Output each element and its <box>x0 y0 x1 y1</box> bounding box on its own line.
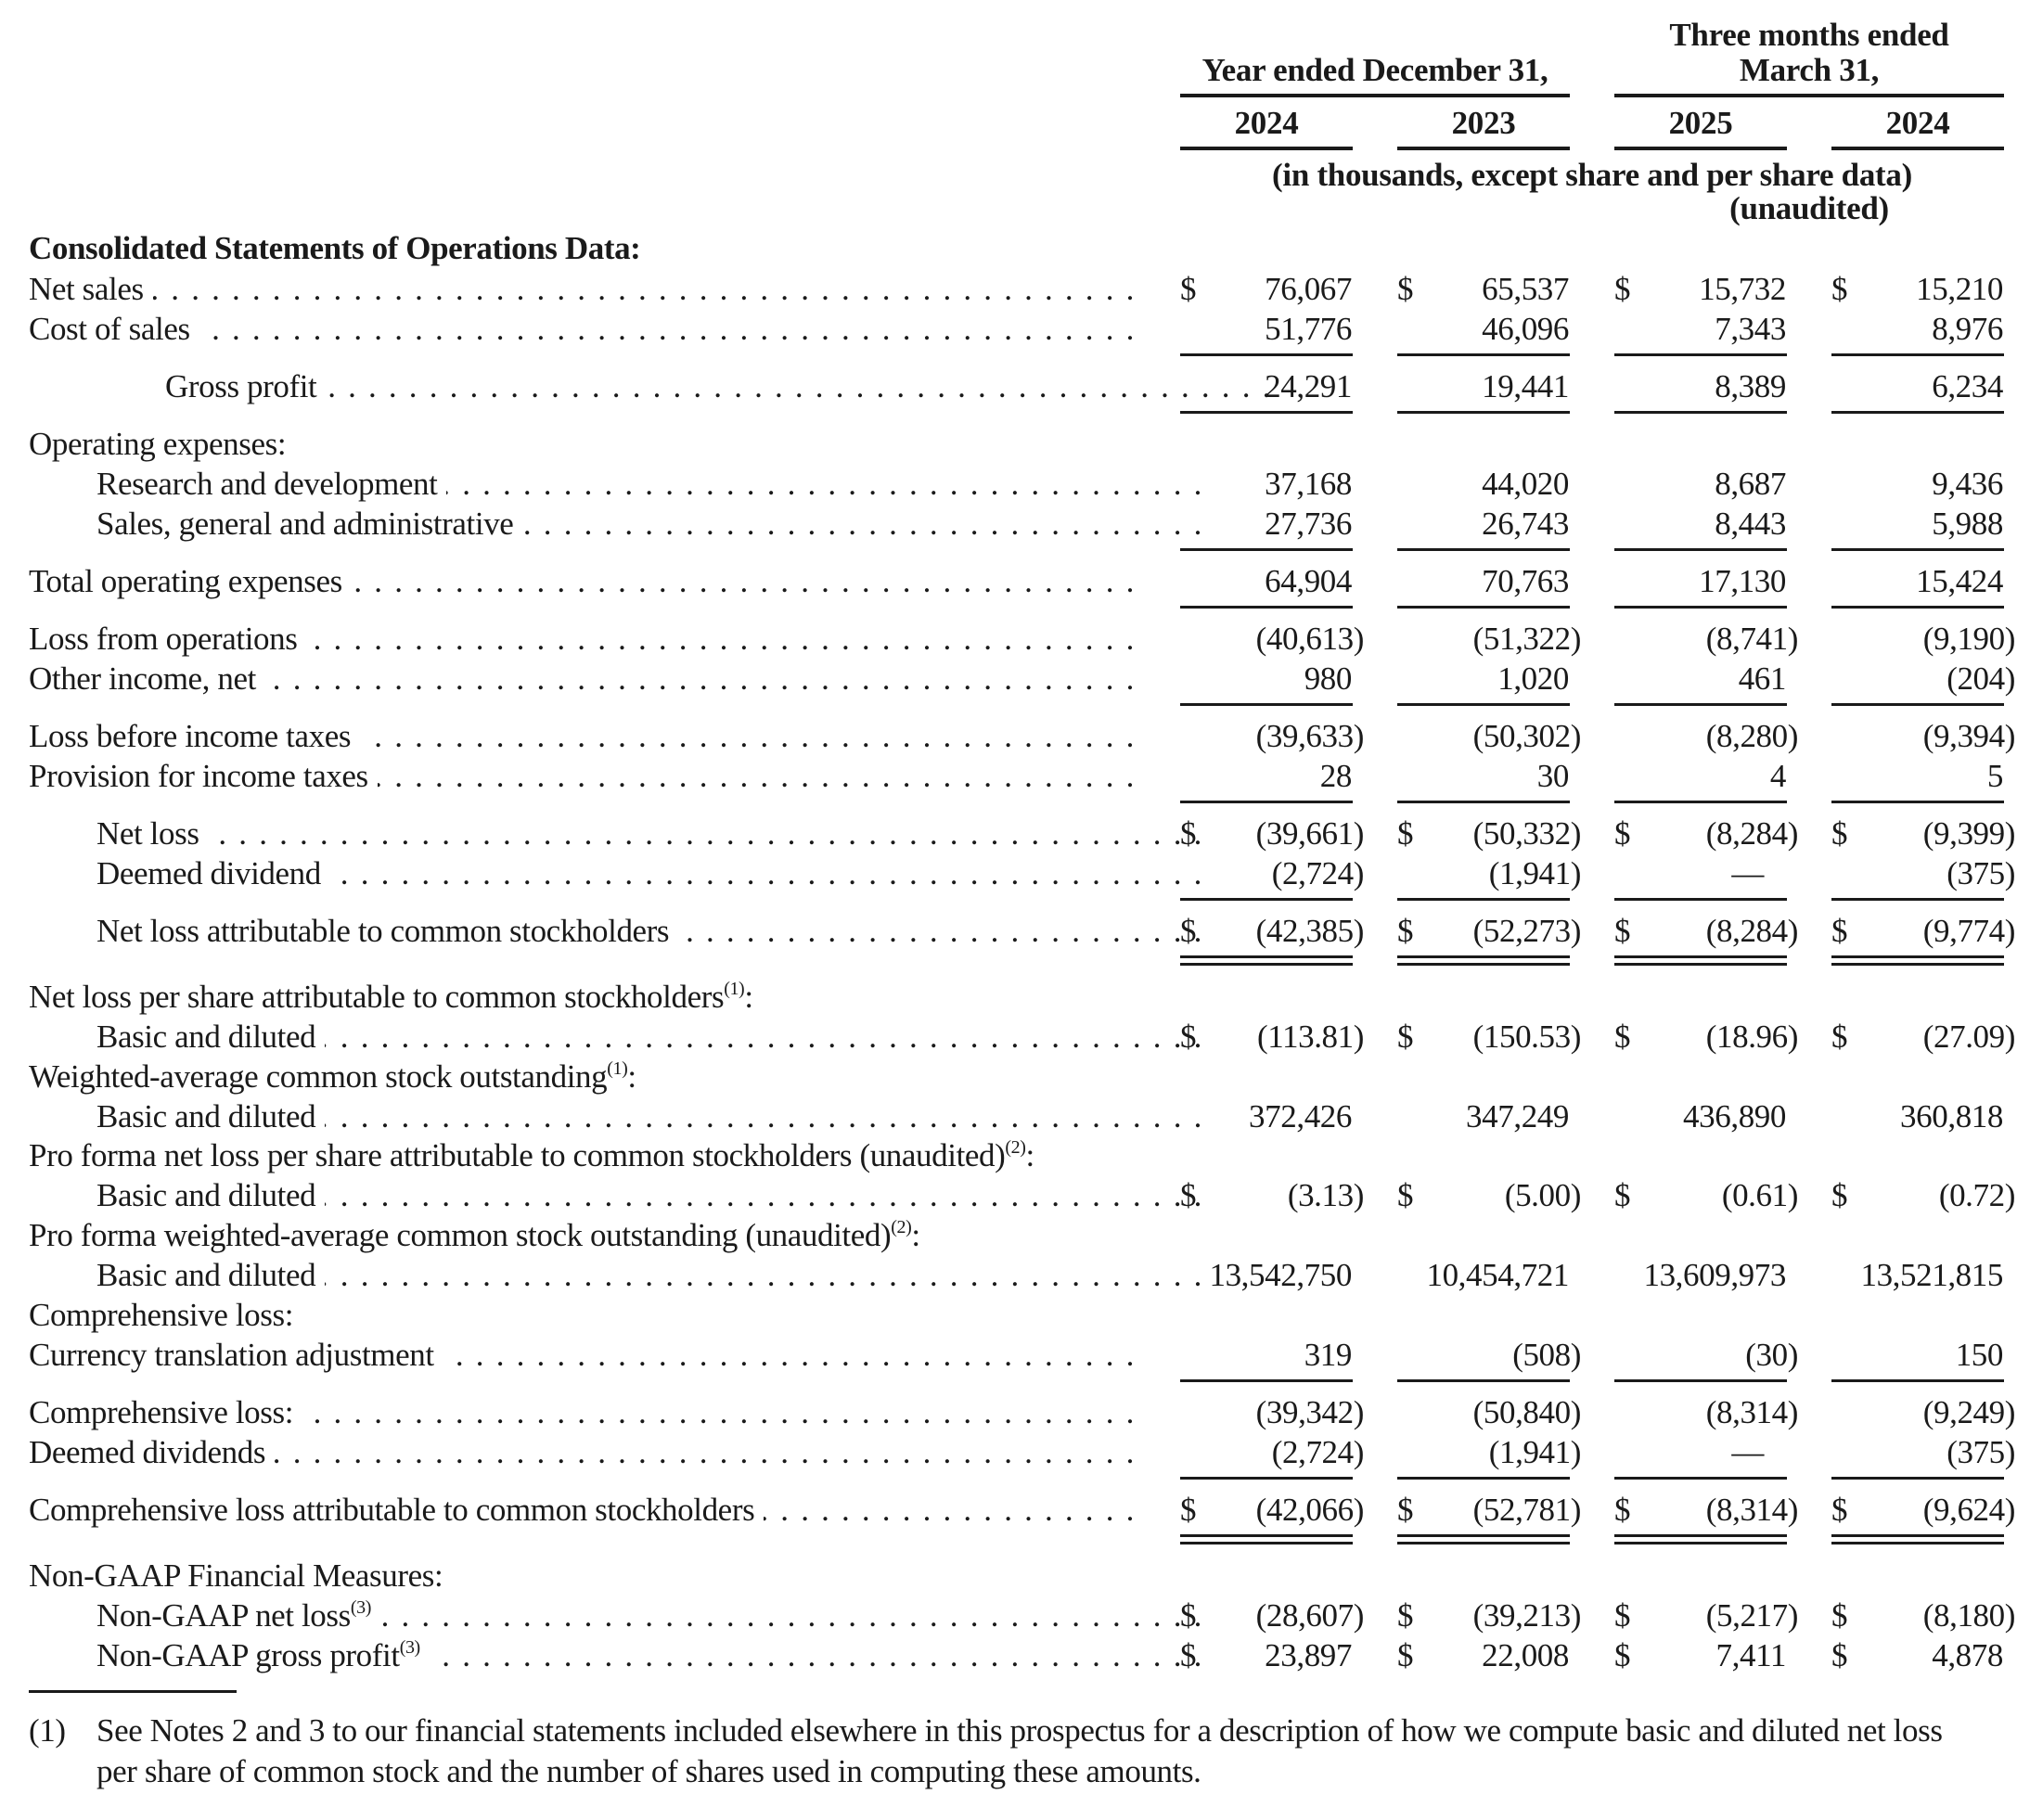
row-label-text: Weighted-average common stock outstanding$^{(1)}$: <box>29 1058 644 1095</box>
double-underline-bottom <box>1831 1542 2004 1544</box>
cell-value: 4,878 <box>1932 1637 2003 1673</box>
cell-value: 13,521,815 <box>1860 1257 2003 1293</box>
currency-symbol: $ <box>1397 815 1414 852</box>
cell-value: 24,291 <box>1265 368 1352 404</box>
footnote-rule <box>29 1690 237 1693</box>
cell-value: (39,633) <box>1255 718 1364 754</box>
footnote-text: See Notes 2 and 3 to our financial statements included elsewhere in this prospectus for a description of how we compute basic and diluted net loss per share of common stock and the number of shares used in computing these amounts. <box>96 1712 1943 1789</box>
subtotal-underline <box>1614 548 1787 551</box>
cell-value: (0.72) <box>1938 1177 2015 1213</box>
cell-value: 70,763 <box>1482 563 1569 599</box>
cell-value: 372,426 <box>1249 1098 1352 1134</box>
row-label <box>96 504 1206 545</box>
table-row <box>0 561 2030 602</box>
subtotal-underline <box>1180 898 1353 901</box>
row-label-text: Basic and diluted <box>96 1019 325 1055</box>
cell-value: 23,897 <box>1265 1637 1352 1673</box>
cell-value: (50,302) <box>1472 718 1581 754</box>
cell-value: (8,180) <box>1922 1597 2015 1634</box>
cell-value: 46,096 <box>1482 311 1569 347</box>
section-title: Consolidated Statements of Operations Data: <box>29 228 1142 269</box>
cell-value: 10,454,721 <box>1426 1257 1569 1293</box>
cell-value: 461 <box>1738 660 1786 697</box>
double-underline-bottom <box>1180 963 1353 966</box>
table-row <box>0 424 2030 465</box>
row-label <box>29 1432 1138 1473</box>
col-header-2025-quarter: 2025 <box>1668 105 1733 141</box>
subtotal-underline <box>1831 606 2004 609</box>
row-label <box>29 1135 1142 1176</box>
double-underline-bottom <box>1614 963 1787 966</box>
row-label-text: Basic and diluted <box>96 1177 325 1213</box>
row-label-text: Non-GAAP Financial Measures: <box>29 1557 450 1594</box>
table-row <box>0 1175 2030 1216</box>
cell-value: — <box>1731 1434 1764 1470</box>
subtotal-underline <box>1614 606 1787 609</box>
cell-value: (8,284) <box>1705 913 1798 949</box>
footnote-reference: (3) <box>399 1637 420 1658</box>
currency-symbol: $ <box>1180 271 1197 307</box>
cell-value: 65,537 <box>1482 271 1569 307</box>
table-row <box>0 269 2030 310</box>
row-label <box>96 1017 1206 1057</box>
double-underline-top <box>1831 1534 2004 1537</box>
row-label-text: Pro forma weighted-average common stock outstanding (unaudited)$^{(2)}$: <box>29 1217 928 1253</box>
row-label <box>29 977 1142 1018</box>
cell-value: (9,624) <box>1922 1492 2015 1528</box>
currency-symbol: $ <box>1180 1492 1197 1528</box>
col-rule-0 <box>1180 147 1353 150</box>
double-underline-top <box>1831 955 2004 958</box>
row-label <box>29 561 1138 602</box>
table-row <box>0 756 2030 797</box>
cell-value: (8,741) <box>1705 621 1798 657</box>
row-label-text: Provision for income taxes <box>29 758 378 794</box>
label-suffix: : <box>1025 1137 1034 1173</box>
cell-value: 17,130 <box>1699 563 1786 599</box>
footnote-mark: (1) <box>29 1712 66 1749</box>
subtotal-underline <box>1831 898 2004 901</box>
currency-symbol: $ <box>1614 1177 1631 1213</box>
row-label-text: Deemed dividend <box>96 855 330 891</box>
table-row <box>0 1255 2030 1296</box>
cell-value: (5.00) <box>1504 1177 1581 1213</box>
table-row <box>0 911 2030 952</box>
col-rule-3 <box>1831 147 2004 150</box>
cell-value: (30) <box>1745 1337 1798 1373</box>
cell-value: 150 <box>1955 1337 2003 1373</box>
subtotal-underline <box>1831 411 2004 414</box>
cell-value: (8,280) <box>1705 718 1798 754</box>
table-row <box>0 853 2030 894</box>
cell-value: (52,273) <box>1472 913 1581 949</box>
cell-value: 980 <box>1304 660 1352 697</box>
double-underline-top <box>1397 1534 1570 1537</box>
cell-value: (9,774) <box>1922 913 2015 949</box>
row-label <box>29 756 1138 797</box>
row-label-text: Loss from operations <box>29 621 306 657</box>
cell-value: (1,941) <box>1488 855 1581 891</box>
subtotal-underline <box>1614 801 1787 803</box>
row-label-text: Comprehensive loss attributable to common stockholders <box>29 1492 764 1528</box>
table-row <box>0 1432 2030 1473</box>
row-label-text: Currency translation adjustment <box>29 1337 443 1373</box>
row-label-text: Basic and diluted <box>96 1257 325 1293</box>
col-rule-2 <box>1614 147 1787 150</box>
cell-value: (9,190) <box>1922 621 2015 657</box>
footnote-reference: (3) <box>350 1597 371 1618</box>
cell-value: 5,988 <box>1932 506 2003 542</box>
currency-symbol: $ <box>1180 1177 1197 1213</box>
cell-value: (5,217) <box>1705 1597 1798 1634</box>
double-underline-bottom <box>1397 1542 1570 1544</box>
table-row <box>0 1596 2030 1636</box>
currency-symbol: $ <box>1831 1177 1848 1213</box>
row-label-text: Pro forma net loss per share attributable to common stockholders (unaudited)$^{(2)}$: <box>29 1137 1042 1173</box>
row-label <box>165 366 1275 407</box>
cell-value: 44,020 <box>1482 466 1569 502</box>
currency-symbol: $ <box>1397 1177 1414 1213</box>
currency-symbol: $ <box>1614 1492 1631 1528</box>
col-header-2024-annual: 2024 <box>1234 105 1299 141</box>
cell-value: 27,736 <box>1265 506 1352 542</box>
subtotal-underline <box>1397 801 1570 803</box>
row-label <box>29 716 1138 757</box>
cell-value: (52,781) <box>1472 1492 1581 1528</box>
subtotal-underline <box>1831 548 2004 551</box>
cell-value: (39,661) <box>1255 815 1364 852</box>
cell-value: 8,443 <box>1715 506 1786 542</box>
table-row <box>0 1490 2030 1531</box>
subtotal-underline <box>1397 898 1570 901</box>
cell-value: (39,213) <box>1472 1597 1581 1634</box>
subtotal-underline <box>1397 1379 1570 1382</box>
subtotal-underline <box>1614 1379 1787 1382</box>
table-row <box>0 1017 2030 1057</box>
subtotal-underline <box>1180 353 1353 356</box>
double-underline-top <box>1180 1534 1353 1537</box>
cell-value: 15,732 <box>1699 271 1786 307</box>
row-label-text: Net loss <box>96 815 209 852</box>
cell-value: (204) <box>1946 660 2015 697</box>
cell-value: 319 <box>1304 1337 1352 1373</box>
double-underline-bottom <box>1831 963 2004 966</box>
cell-value: (27.09) <box>1922 1019 2015 1055</box>
subtotal-underline <box>1614 1477 1787 1480</box>
double-underline-top <box>1180 955 1353 958</box>
col-header-2023-annual: 2023 <box>1451 105 1516 141</box>
cell-value: (1,941) <box>1488 1434 1581 1470</box>
row-label <box>96 911 1206 952</box>
cell-value: 6,234 <box>1932 368 2003 404</box>
cell-value: (50,332) <box>1472 815 1581 852</box>
row-label-text: Comprehensive loss: <box>29 1297 301 1333</box>
row-label-text: Research and development <box>96 466 446 502</box>
currency-symbol: $ <box>1614 1597 1631 1634</box>
cell-value: 13,542,750 <box>1209 1257 1352 1293</box>
header-three-months-line1: Three months ended <box>1669 17 1949 53</box>
table-row <box>0 366 2030 407</box>
table-row <box>0 1335 2030 1376</box>
footnote-reference: (1) <box>607 1058 628 1079</box>
currency-symbol: $ <box>1831 1019 1848 1055</box>
currency-symbol: $ <box>1831 913 1848 949</box>
subtotal-underline <box>1397 411 1570 414</box>
cell-value: 8,976 <box>1932 311 2003 347</box>
table-row <box>0 1215 2030 1256</box>
subtotal-underline <box>1180 606 1353 609</box>
subtotal-underline <box>1397 1477 1570 1480</box>
currency-symbol: $ <box>1397 1019 1414 1055</box>
currency-symbol: $ <box>1180 913 1197 949</box>
cell-value: — <box>1731 855 1764 891</box>
currency-symbol: $ <box>1831 1597 1848 1634</box>
double-underline-top <box>1614 955 1787 958</box>
subtotal-underline <box>1614 411 1787 414</box>
cell-value: 4 <box>1769 758 1786 794</box>
row-label <box>96 1596 1206 1636</box>
cell-value: (39,342) <box>1255 1394 1364 1430</box>
currency-symbol: $ <box>1397 1492 1414 1528</box>
cell-value: (0.61) <box>1721 1177 1798 1213</box>
cell-value: (28,607) <box>1255 1597 1364 1634</box>
header-year-ended: Year ended December 31, <box>1201 52 1548 88</box>
currency-symbol: $ <box>1831 271 1848 307</box>
cell-value: 9,436 <box>1932 466 2003 502</box>
currency-symbol: $ <box>1180 815 1197 852</box>
cell-value: 347,249 <box>1466 1098 1569 1134</box>
footnote-reference: (2) <box>1005 1137 1026 1158</box>
cell-value: 30 <box>1536 758 1569 794</box>
subtotal-underline <box>1397 606 1570 609</box>
cell-value: 7,411 <box>1715 1637 1786 1673</box>
row-label <box>29 1295 1142 1336</box>
row-label <box>29 1215 1142 1256</box>
header-three-months-line2: March 31, <box>1739 52 1880 88</box>
label-suffix: : <box>744 979 753 1015</box>
row-label-text: Other income, net <box>29 660 265 697</box>
currency-symbol: $ <box>1831 1637 1848 1673</box>
cell-value: (2,724) <box>1271 1434 1364 1470</box>
row-label <box>29 424 1142 465</box>
currency-symbol: $ <box>1614 913 1631 949</box>
cell-value: (375) <box>1946 1434 2015 1470</box>
subtotal-underline <box>1180 703 1353 706</box>
cell-value: (8,314) <box>1705 1394 1798 1430</box>
currency-symbol: $ <box>1397 1597 1414 1634</box>
subtotal-underline <box>1831 801 2004 803</box>
double-underline-bottom <box>1180 1542 1353 1544</box>
subtotal-underline <box>1397 548 1570 551</box>
cell-value: 5 <box>1986 758 2003 794</box>
row-label-text: Net loss attributable to common stockholders <box>96 913 678 949</box>
row-label-text: Operating expenses: <box>29 426 293 462</box>
unaudited-note: (unaudited) <box>1729 190 1889 226</box>
row-label <box>96 1255 1206 1296</box>
row-label <box>29 269 1138 310</box>
table-row <box>0 1392 2030 1433</box>
double-underline-top <box>1614 1534 1787 1537</box>
row-label-text: Gross profit <box>165 368 326 404</box>
row-label <box>96 1096 1206 1137</box>
subtotal-underline <box>1180 411 1353 414</box>
double-underline-top <box>1397 955 1570 958</box>
footnote-reference: (1) <box>724 979 745 999</box>
cell-value: (50,840) <box>1472 1394 1581 1430</box>
currency-symbol: $ <box>1831 815 1848 852</box>
cell-value: (3.13) <box>1287 1177 1364 1213</box>
table-row <box>0 1057 2030 1097</box>
row-label <box>29 659 1138 699</box>
currency-symbol: $ <box>1180 1019 1197 1055</box>
cell-value: (51,322) <box>1472 621 1581 657</box>
table-row <box>0 464 2030 505</box>
cell-value: 22,008 <box>1482 1637 1569 1673</box>
cell-value: (8,314) <box>1705 1492 1798 1528</box>
cell-value: (375) <box>1946 855 2015 891</box>
cell-value: 64,904 <box>1265 563 1352 599</box>
cell-value: (9,399) <box>1922 815 2015 852</box>
header-rule-year <box>1180 94 1570 97</box>
cell-value: 8,687 <box>1715 466 1786 502</box>
subtotal-underline <box>1831 353 2004 356</box>
cell-value: (9,394) <box>1922 718 2015 754</box>
currency-symbol: $ <box>1614 271 1631 307</box>
subtotal-underline <box>1614 898 1787 901</box>
row-label <box>29 619 1138 660</box>
cell-value: (8,284) <box>1705 815 1798 852</box>
row-label-text: Non-GAAP net loss$^{(3)}$ <box>96 1597 380 1634</box>
currency-symbol: $ <box>1614 1637 1631 1673</box>
row-label <box>96 1635 1206 1676</box>
subtotal-underline <box>1180 548 1353 551</box>
cell-value: 37,168 <box>1265 466 1352 502</box>
row-label <box>29 1392 1138 1433</box>
row-label-text: Cost of sales <box>29 311 199 347</box>
cell-value: 28 <box>1319 758 1352 794</box>
row-label-text: Total operating expenses <box>29 563 352 599</box>
cell-value: (9,249) <box>1922 1394 2015 1430</box>
currency-symbol: $ <box>1831 1492 1848 1528</box>
header-rule-quarter <box>1614 94 2004 97</box>
double-underline-bottom <box>1614 1542 1787 1544</box>
currency-symbol: $ <box>1180 1597 1197 1634</box>
row-label <box>29 1490 1138 1531</box>
row-label <box>29 1057 1142 1097</box>
table-row <box>0 309 2030 350</box>
cell-value: 360,818 <box>1900 1098 2003 1134</box>
cell-value: (42,066) <box>1255 1492 1364 1528</box>
subtotal-underline <box>1831 1477 2004 1480</box>
table-row <box>0 504 2030 545</box>
row-label-text: Loss before income taxes <box>29 718 360 754</box>
subtotal-underline <box>1614 703 1787 706</box>
cell-value: (42,385) <box>1255 913 1364 949</box>
table-row <box>0 1295 2030 1336</box>
cell-value: 15,424 <box>1916 563 2003 599</box>
row-label <box>96 853 1206 894</box>
currency-symbol: $ <box>1614 1019 1631 1055</box>
row-label <box>29 1335 1138 1376</box>
cell-value: 7,343 <box>1715 311 1786 347</box>
cell-value: (113.81) <box>1256 1019 1364 1055</box>
subtotal-underline <box>1831 703 2004 706</box>
table-row <box>0 619 2030 660</box>
cell-value: 15,210 <box>1916 271 2003 307</box>
table-row <box>0 814 2030 854</box>
table-row <box>0 1135 2030 1176</box>
row-label-text: Non-GAAP gross profit$^{(3)}$ <box>96 1637 430 1673</box>
currency-symbol: $ <box>1614 815 1631 852</box>
table-row <box>0 1556 2030 1596</box>
table-row <box>0 977 2030 1018</box>
units-note: (in thousands, except share and per share data) <box>1272 157 1912 193</box>
col-header-2024-quarter: 2024 <box>1885 105 1950 141</box>
row-label-text: Sales, general and administrative <box>96 506 522 542</box>
cell-value: 26,743 <box>1482 506 1569 542</box>
label-suffix: : <box>911 1217 920 1253</box>
table-row <box>0 1635 2030 1676</box>
cell-value: (150.53) <box>1472 1019 1581 1055</box>
row-label-text: Net loss per share attributable to common stockholders$^{(1)}$: <box>29 979 761 1015</box>
label-suffix: : <box>627 1058 636 1095</box>
table-row <box>0 1096 2030 1137</box>
subtotal-underline <box>1180 1379 1353 1382</box>
currency-symbol: $ <box>1397 913 1414 949</box>
cell-value: 76,067 <box>1265 271 1352 307</box>
section-title-row <box>0 228 2030 269</box>
row-label-text: Net sales <box>29 271 153 307</box>
row-label <box>29 309 1138 350</box>
cell-value: (508) <box>1512 1337 1581 1373</box>
cell-value: (40,613) <box>1255 621 1364 657</box>
footnote-reference: (2) <box>891 1217 912 1237</box>
cell-value: (18.96) <box>1705 1019 1798 1055</box>
row-label <box>96 1175 1206 1216</box>
cell-value: 8,389 <box>1715 368 1786 404</box>
row-label <box>96 814 1206 854</box>
subtotal-underline <box>1831 1379 2004 1382</box>
table-row <box>0 716 2030 757</box>
table-row <box>0 659 2030 699</box>
currency-symbol: $ <box>1180 1637 1197 1673</box>
cell-value: (2,724) <box>1271 855 1364 891</box>
double-underline-bottom <box>1397 963 1570 966</box>
subtotal-underline <box>1180 801 1353 803</box>
currency-symbol: $ <box>1397 1637 1414 1673</box>
row-label-text: Deemed dividends <box>29 1434 275 1470</box>
currency-symbol: $ <box>1397 271 1414 307</box>
cell-value: 1,020 <box>1497 660 1569 697</box>
row-label <box>29 1556 1142 1596</box>
cell-value: 19,441 <box>1482 368 1569 404</box>
subtotal-underline <box>1397 353 1570 356</box>
subtotal-underline <box>1614 353 1787 356</box>
row-label-text: Comprehensive loss: <box>29 1394 302 1430</box>
col-rule-1 <box>1397 147 1570 150</box>
subtotal-underline <box>1397 703 1570 706</box>
cell-value: 436,890 <box>1683 1098 1786 1134</box>
cell-value: 51,776 <box>1265 311 1352 347</box>
row-label-text: Basic and diluted <box>96 1098 325 1134</box>
subtotal-underline <box>1180 1477 1353 1480</box>
cell-value: 13,609,973 <box>1643 1257 1786 1293</box>
row-label <box>96 464 1206 505</box>
